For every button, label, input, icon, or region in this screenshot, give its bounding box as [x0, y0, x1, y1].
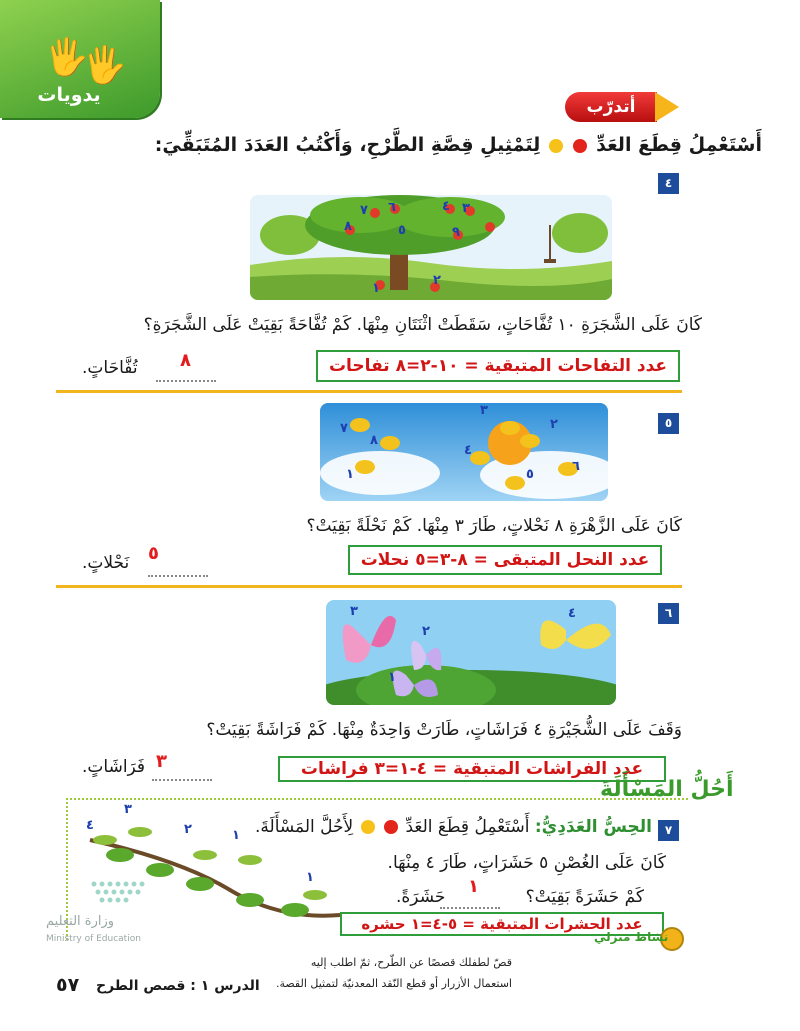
answer-value: ٥ — [148, 543, 159, 564]
instruction — [22, 134, 762, 156]
yellow-counter-icon — [361, 820, 375, 834]
picture-mark: ٥ — [398, 223, 406, 238]
number-sense-text-before: أَسْتَعْمِلُ قِطَعَ العَدِّ — [405, 817, 530, 837]
manipulatives-badge — [0, 0, 160, 118]
bees-picture — [320, 403, 608, 501]
insects-picture — [80, 800, 350, 925]
home-activity-label: نشاط منزلي — [594, 930, 669, 944]
answer-unit: نَحْلاتٍ. — [82, 553, 130, 573]
hand-icon: 🖐 — [44, 37, 89, 78]
answer-row — [82, 543, 302, 577]
picture-mark: ٤ — [568, 606, 576, 621]
exercise-number: ٥ — [658, 413, 679, 434]
number-sense-text-after: لِأَحُلَّ المَسْأَلَةَ. — [255, 817, 354, 837]
practice-tag — [563, 92, 679, 122]
home-activity-line-2: استعمال الأزرار أو قطع النّقد المعدنيّة لتمثيل القصة. — [275, 977, 512, 990]
instruction-before: أَسْتَعْمِلُ قِطَعَ العَدِّ — [596, 134, 762, 156]
answer-box: عدد النحل المتبقى = ٨-٣=٥ نحلات — [348, 545, 662, 575]
home-activity-line-1: قصّ لطفلك قصصًا عن الطّرح، ثمّ اطلب إليه — [310, 956, 512, 969]
picture-mark: ١ — [306, 870, 314, 885]
picture-mark: ٤ — [442, 199, 450, 214]
apple-tree-picture — [250, 195, 612, 300]
picture-mark: ١ — [346, 467, 354, 482]
answer-box: عدد الفراشات المتبقية = ٤-١=٣ فراشات — [278, 756, 666, 782]
picture-mark: ٥ — [526, 467, 534, 482]
answer-row — [82, 350, 302, 382]
picture-mark: ٣ — [124, 802, 132, 817]
lesson-title: الدرس ١ : قصص الطرح — [96, 978, 260, 994]
picture-mark: ٤ — [464, 443, 472, 458]
picture-mark: ٨ — [370, 433, 378, 448]
page-number: ٥٧ — [56, 974, 80, 996]
picture-mark: ٤ — [86, 818, 94, 833]
question-text: كَانَ عَلَى الزَّهْرَةِ ٨ نَحْلاتٍ، طَارَ ٣ مِنْهَا. كَمْ نَحْلَةً بَقِيَتْ؟ — [306, 516, 682, 536]
picture-mark: ٣ — [462, 201, 470, 216]
divider — [56, 585, 682, 588]
answer-box: عدد الحشرات المتبقية = ٥-٤=١ حشره — [340, 912, 664, 936]
arrow-icon — [655, 92, 679, 122]
picture-mark: ١ — [232, 828, 240, 843]
question-text: وَقَفَ عَلَى الشُّجَيْرَةِ ٤ فَرَاشَاتٍ، طَارَتْ وَاحِدَةٌ مِنْهَا. كَمْ فَرَاشَةً بَقِيَتْ؟ — [206, 720, 682, 740]
hand-icon: 🖐 — [82, 45, 127, 86]
exercise-number: ٧ — [658, 820, 679, 841]
picture-mark: ٩ — [452, 225, 460, 240]
problem-line-1: كَانَ عَلَى الغُصْنِ ٥ حَشَرَاتٍ، طَارَ ٤ مِنْهَا. — [387, 853, 666, 873]
picture-mark: ٧ — [360, 203, 368, 218]
picture-mark: ٨ — [344, 219, 352, 234]
picture-mark: ٣ — [480, 403, 488, 418]
answer-unit: تُفَّاحَاتٍ. — [82, 358, 138, 378]
yellow-counter-icon — [549, 139, 563, 153]
answer-unit: فَرَاشَاتٍ. — [82, 757, 146, 777]
red-counter-icon — [573, 139, 587, 153]
picture-mark: ٢ — [550, 417, 558, 432]
badge-label: يدويات — [37, 84, 101, 106]
ministry-logo-icon — [88, 878, 162, 904]
practice-tag-label: أتدرّب — [565, 92, 657, 122]
picture-mark: ٧ — [340, 421, 348, 436]
solve-title: أَحُلُّ المَسْأَلَةَ — [600, 777, 734, 802]
answer-value: ٨ — [180, 350, 191, 371]
exercise-number: ٤ — [658, 173, 679, 194]
picture-mark: ٢ — [433, 273, 441, 288]
answer-unit: حَشَرَةً. — [396, 887, 446, 907]
answer-value: ١ — [468, 876, 479, 897]
answer-row — [82, 751, 302, 781]
picture-mark: ٢ — [422, 624, 430, 639]
picture-mark: ٦ — [388, 200, 396, 215]
problem-line-2: كَمْ حَشَرَةً بَقِيَتْ؟ — [525, 887, 644, 907]
answer-box: عدد التفاحات المتبقية = ١٠-٢=٨ تفاحات — [316, 350, 680, 382]
ministry-arabic: وزارة التعليم — [46, 914, 115, 929]
ministry-english: Ministry of Education — [46, 934, 141, 944]
butterflies-picture — [326, 600, 616, 705]
picture-mark: ١ — [372, 281, 380, 296]
red-counter-icon — [384, 820, 398, 834]
divider — [56, 390, 682, 393]
instruction-after: لِتَمْثِيلِ قِصَّةِ الطَّرْحِ، وَأَكْتُبُ العَدَدَ المُتَبَقِّيَ: — [154, 134, 541, 156]
picture-mark: ٣ — [350, 604, 358, 619]
answer-value: ٣ — [156, 751, 167, 772]
picture-mark: ١ — [388, 670, 396, 685]
number-sense-label: الحِسُّ العَدَدِيُّ: — [534, 817, 652, 837]
exercise-number: ٦ — [658, 603, 679, 624]
picture-mark: ٢ — [184, 822, 192, 837]
question-text: كَانَ عَلَى الشَّجَرَةِ ١٠ تُفَّاحَاتٍ، سَقَطَتْ اثْنَتَانِ مِنْهَا. كَمْ تُفَّاحَةً بَقِيَتْ عَلَى الشَّجَرَةِ؟ — [143, 315, 702, 335]
picture-mark: ٦ — [572, 459, 580, 474]
